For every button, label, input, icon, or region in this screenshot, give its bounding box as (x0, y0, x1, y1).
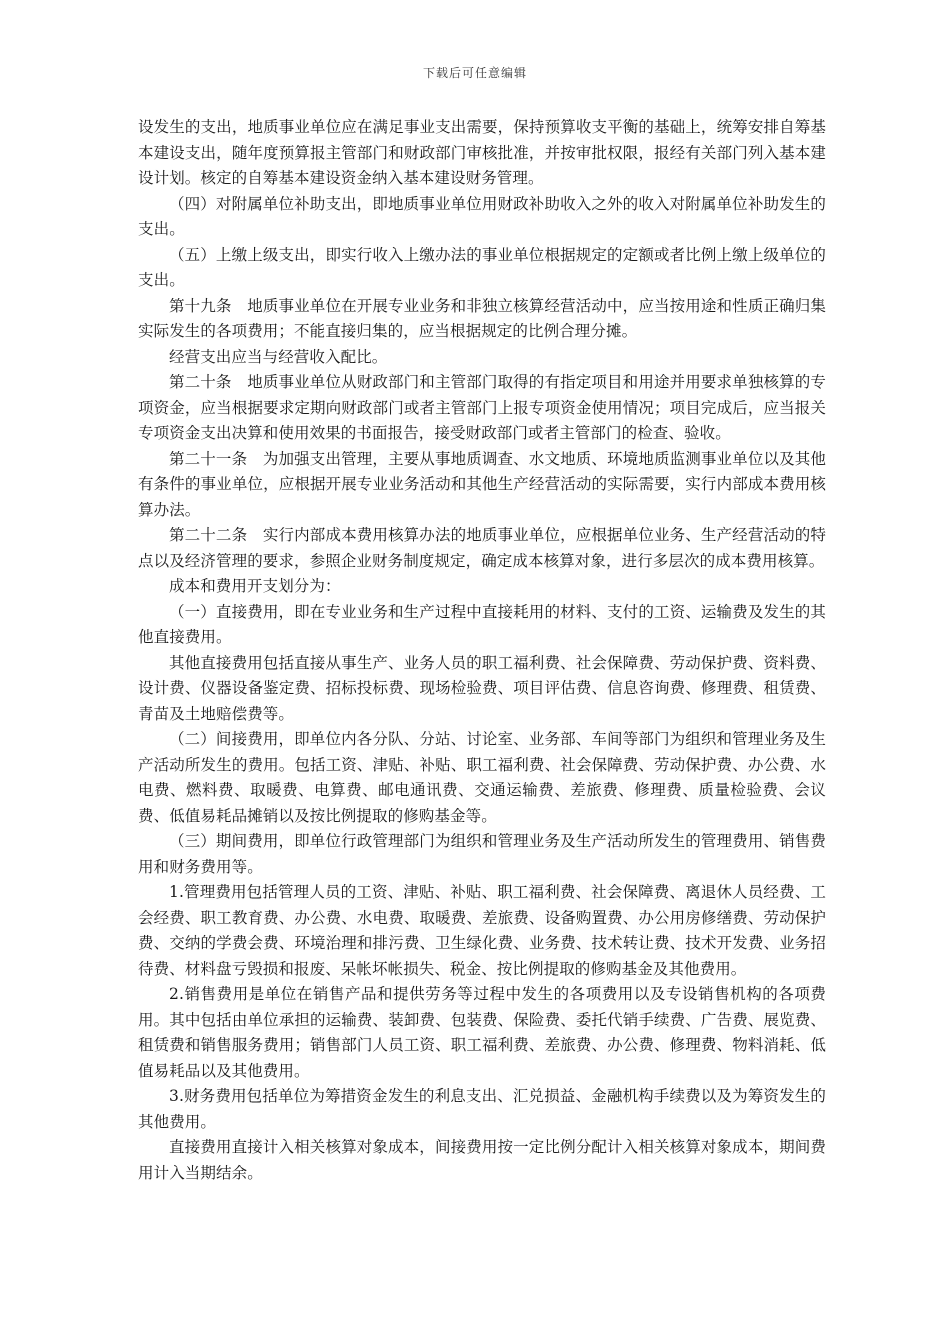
paragraph: 其他直接费用包括直接从事生产、业务人员的职工福利费、社会保障费、劳动保护费、资料费、设计费、仪器设备鉴定费、招标投标费、现场检验费、项目评估费、信息咨询费、修理费、租赁费、青苗及土地赔偿费等。 (138, 653, 826, 723)
paragraph: 经营支出应当与经营收入配比。 (169, 347, 388, 366)
paragraph: 3.财务费用包括单位为筹措资金发生的利息支出、汇兑损益、金融机构手续费以及为筹资发生的其他费用。 (138, 1087, 826, 1131)
paragraph: （二）间接费用，即单位内各分队、分站、讨论室、业务部、车间等部门为组织和管理业务及生产活动所发生的费用。包括工资、津贴、补贴、职工福利费、社会保障费、劳动保护费、办公费、水电费、燃料费、取暖费、电算费、邮电通讯费、交通运输费、差旅费、修理费、质量检验费、会议费、低值易耗品摊销以及按比例提取的修购基金等。 (138, 730, 826, 825)
paragraph: （三）期间费用，即单位行政管理部门为组织和管理业务及生产活动所发生的管理费用、销售费用和财务费用等。 (138, 832, 826, 876)
paragraph: （五）上缴上级支出，即实行收入上缴办法的事业单位根据规定的定额或者比例上缴上级单位的支出。 (138, 245, 826, 289)
paragraph: （四）对附属单位补助支出，即地质事业单位用财政补助收入之外的收入对附属单位补助发生的支出。 (138, 194, 826, 238)
paragraph: 设发生的支出，地质事业单位应在满足事业支出需要，保持预算收支平衡的基础上，统筹安排自筹基本建设支出，随年度预算报主管部门和财政部门审核批准，并按审批权限，报经有关部门列入基本建设计划。核定的自筹基本建设资金纳入基本建设财务管理。 (138, 118, 826, 187)
paragraph: 直接费用直接计入相关核算对象成本，间接费用按一定比例分配计入相关核算对象成本，期间费用计入当期结余。 (138, 1138, 826, 1182)
paragraph: 第十九条 地质事业单位在开展专业业务和非独立核算经营活动中，应当按用途和性质正确归集实际发生的各项费用；不能直接归集的，应当根据规定的比例合理分摊。 (138, 296, 826, 340)
paragraph: （一）直接费用，即在专业业务和生产过程中直接耗用的材料、支付的工资、运输费及发生的其他直接费用。 (138, 602, 826, 646)
paragraph: 成本和费用开支划分为： (169, 577, 341, 595)
paragraph: 2.销售费用是单位在销售产品和提供劳务等过程中发生的各项费用以及专设销售机构的各项费用。其中包括由单位承担的运输费、装卸费、包装费、保险费、委托代销手续费、广告费、展览费、租赁费和销售服务费用；销售部门人员工资、职工福利费、差旅费、办公费、修理费、物料消耗、低值易耗品以及其他费用。 (138, 985, 826, 1080)
paragraph: 第二十条 地质事业单位从财政部门和主管部门取得的有指定项目和用途并用要求单独核算的专项资金，应当根据要求定期向财政部门或者主管部门上报专项资金使用情况；项目完成后，应当报关专项资金支出决算和使用效果的书面报告，接受财政部门或者主管部门的检查、验收。 (138, 373, 826, 442)
paragraph: 1.管理费用包括管理人员的工资、津贴、补贴、职工福利费、社会保障费、离退休人员经费、工会经费、职工教育费、办公费、水电费、取暖费、差旅费、设备购置费、办公用房修缮费、劳动保护费、交纳的学费会费、环境治理和排污费、卫生绿化费、业务费、技术转让费、技术开发费、业务招待费、材料盘亏毁损和报废、呆帐坏帐损失、税金、按比例提取的修购基金及其他费用。 (138, 883, 826, 978)
paragraph: 第二十二条 实行内部成本费用核算办法的地质事业单位，应根据单位业务、生产经营活动的特点以及经济管理的要求，参照企业财务制度规定，确定成本核算对象，进行多层次的成本费用核算。 (138, 526, 826, 570)
page-header: 下载后可任意编辑 (422, 66, 527, 80)
paragraph: 第二十一条 为加强支出管理，主要从事地质调查、水文地质、环境地质监测事业单位以及其他有条件的事业单位，应根据开展专业业务活动和其他生产经营活动的实际需要，实行内部成本费用核算办法。 (138, 449, 826, 519)
document-body (138, 115, 826, 1186)
